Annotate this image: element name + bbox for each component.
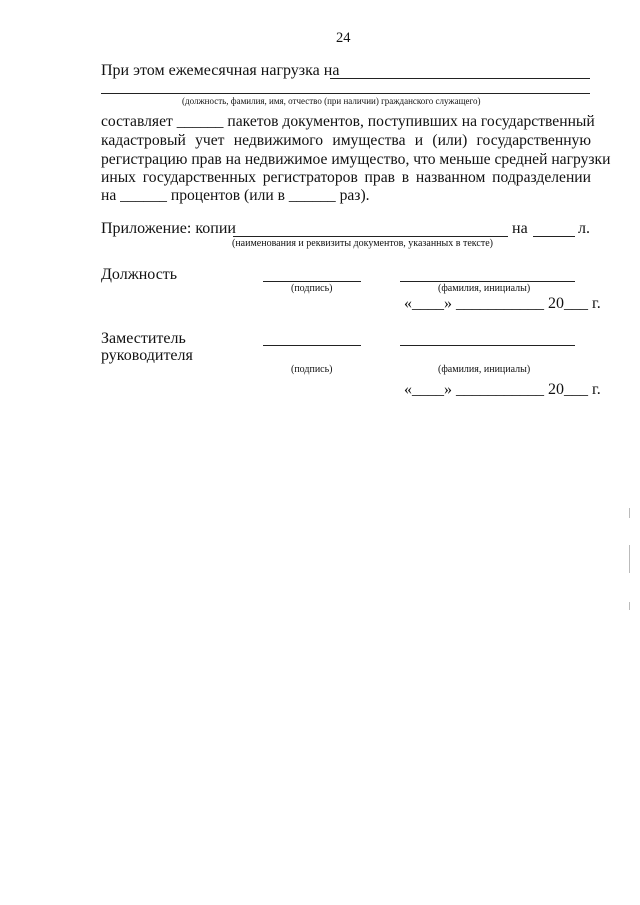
signature-line-1 <box>263 281 361 282</box>
attachment-sheets: л. <box>578 220 590 237</box>
load-line-lead: При этом ежемесячная нагрузка на <box>101 62 340 79</box>
name-line-1 <box>400 281 575 282</box>
scan-speck <box>629 602 630 610</box>
deputy-title-line-2: руководителя <box>101 347 193 364</box>
recipient-hint: (должность, фамилия, имя, отчество (при наличии) гражданского служащего) <box>182 96 481 106</box>
attachment-on: на <box>512 220 528 237</box>
deputy-title-line-1: Заместитель <box>101 330 186 347</box>
name-hint-1: (фамилия, инициалы) <box>438 283 531 294</box>
position-title: Должность <box>101 266 178 283</box>
recipient-blank-line-2 <box>101 93 590 94</box>
paragraph-line-2: кадастровый учет недвижимого имущества и (или) государственную <box>101 132 591 149</box>
page-number: 24 <box>336 30 351 46</box>
recipient-blank-line-1 <box>330 78 590 79</box>
signature-hint-2: (подпись) <box>291 364 333 375</box>
signature-hint-1: (подпись) <box>291 283 333 294</box>
paragraph-line-5: на ______ процентов (или в ______ раз). <box>101 187 370 204</box>
attachment-blank-line <box>233 236 508 237</box>
paragraph-line-4: иных государственных регистраторов прав в названном подразделении <box>101 169 591 186</box>
date-line-1: «____» ___________ 20___ г. <box>404 295 601 312</box>
scan-speck <box>629 508 630 518</box>
attachment-sheets-blank <box>533 236 575 237</box>
date-line-2: «____» ___________ 20___ г. <box>404 381 601 398</box>
paragraph-line-1: составляет ______ пакетов документов, поступивших на государственный <box>101 113 595 130</box>
signature-line-2 <box>263 345 361 346</box>
attachment-hint: (наименования и реквизиты документов, указанных в тексте) <box>232 238 493 249</box>
paragraph-line-3: регистрацию прав на недвижимое имущество, что меньше средней нагрузки <box>101 151 611 168</box>
scan-speck <box>629 545 630 573</box>
name-line-2 <box>400 345 575 346</box>
attachment-label: Приложение: копии <box>101 220 236 237</box>
name-hint-2: (фамилия, инициалы) <box>438 364 531 375</box>
